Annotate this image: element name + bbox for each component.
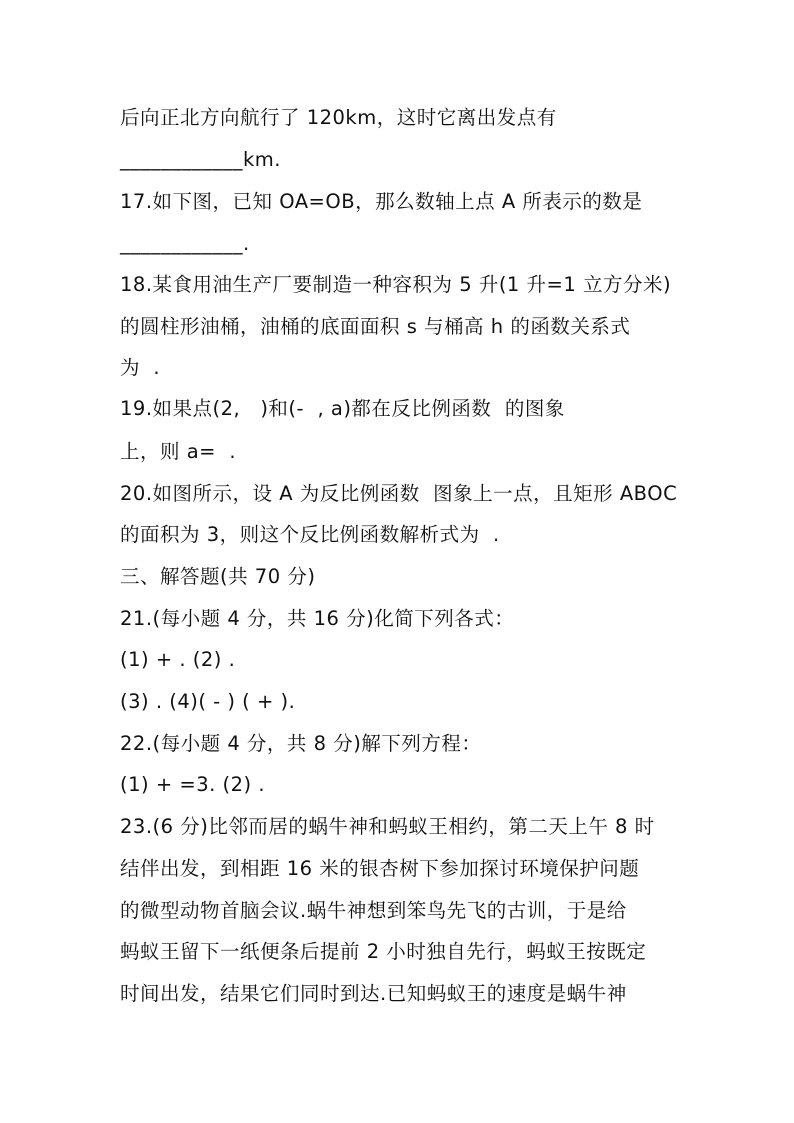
text-line-14: (1) + . (2) . (120, 648, 236, 671)
text-line-6: 的圆柱形油桶，油桶的底面面积 s 与桶高 h 的函数关系式 (120, 315, 631, 338)
question-21: 21.(每小题 4 分，共 16 分)化简下列各式： (120, 607, 515, 630)
text-line-20: 的微型动物首脑会议.蜗牛神想到笨鸟先飞的古训，于是给 (120, 899, 627, 922)
question-23: 23.(6 分)比邻而居的蜗牛神和蚂蚁王相约，第二天上午 8 时 (120, 815, 655, 838)
text-line-1: 后向正北方向航行了 120km，这时它离出发点有 (120, 106, 557, 129)
text-line-22: 时间出发，结果它们同时到达.已知蚂蚁王的速度是蜗牛神 (120, 982, 627, 1005)
question-22: 22.(每小题 4 分，共 8 分)解下列方程： (120, 732, 482, 755)
text-line-2: ____________km. (120, 148, 281, 171)
text-line-9: 上，则 a= . (120, 440, 237, 463)
text-line-17: (1) + =3. (2) . (120, 773, 266, 796)
text-line-4: ____________. (120, 232, 250, 255)
text-line-21: 蚂蚁王留下一纸便条后提前 2 小时独自先行，蚂蚁王按既定 (120, 940, 647, 963)
section-heading: 三、解答题(共 70 分) (120, 565, 316, 588)
text-line-15: (3) . (4)( - ) ( + ). (120, 690, 296, 713)
question-17: 17.如下图，已知 OA=OB，那么数轴上点 A 所表示的数是 (120, 190, 643, 213)
question-20: 20.如图所示，设 A 为反比例函数 图象上一点，且矩形 ABOC (120, 482, 678, 505)
text-line-7: 为 . (120, 356, 161, 379)
question-18: 18.某食用油生产厂要制造一种容积为 5 升(1 升=1 立方分米) (120, 273, 672, 296)
text-line-11: 的面积为 3，则这个反比例函数解析式为 . (120, 523, 500, 546)
text-line-19: 结伴出发，到相距 16 米的银杏树下参加探讨环境保护问题 (120, 857, 640, 880)
question-19: 19.如果点(2, )和(- , a)都在反比例函数 的图象 (120, 397, 565, 420)
